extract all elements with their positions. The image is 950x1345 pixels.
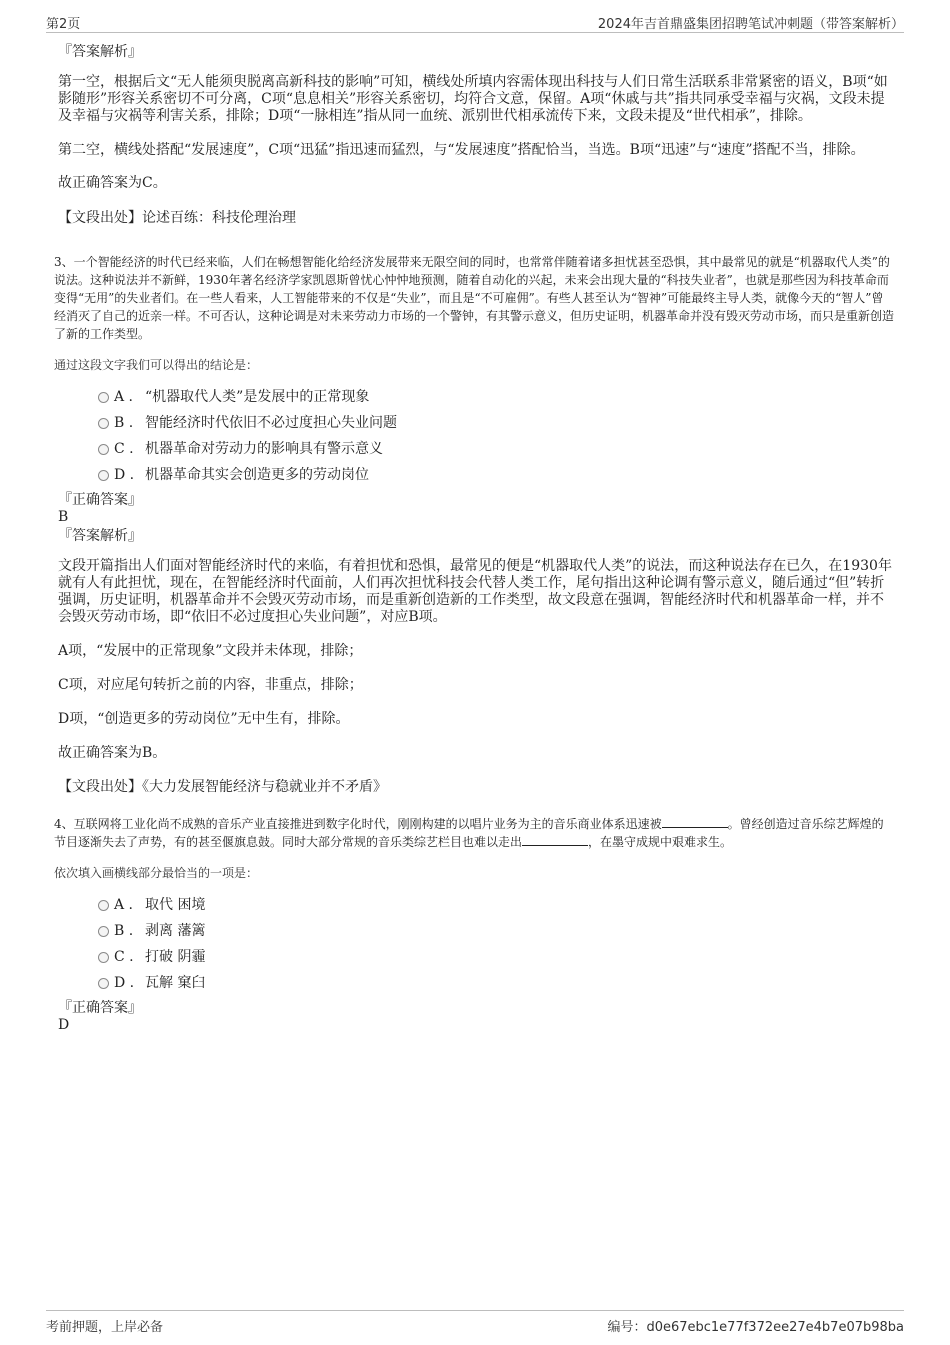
q3-answer-label: 『正确答案』 [58, 492, 142, 508]
option-text: 智能经济时代依旧不必过度担心失业问题 [145, 415, 397, 431]
q3-conclusion: 故正确答案为B。 [58, 745, 167, 761]
q4-text-part-1: 4、互联网将工业化尚不成熟的音乐产业直接推进到数字化时代，刚刚构建的以唱片业务为主的音乐商业体系迅速被 [54, 817, 662, 831]
option-text: 机器革命对劳动力的影响具有警示意义 [145, 441, 383, 457]
radio-button[interactable] [98, 978, 109, 989]
q3-source: 【文段出处】《大力发展智能经济与稳就业并不矛盾》 [58, 779, 387, 795]
radio-button[interactable] [98, 418, 109, 429]
q2-analysis-para-2: 第二空，横线处搭配“发展速度”，C项“迅猛”指迅速而猛烈，与“发展速度”搭配恰当，当选。B项“迅速”与“速度”搭配不当，排除。 [58, 142, 865, 158]
q2-analysis-para-1: 第一空，根据后文“无人能须臾脱离高新科技的影响”可知，横线处所填内容需体现出科技与人们日常生活联系非常紧密的语义，B项“如影随形”形容关系密切不可分离，C项“息息相关”形容关系密切，均符合文意，保留。A项“休戚与共”指共同承受幸福与灾祸，文段未提及幸福与灾祸等利害关系，排除；D项“一脉相连”指从同一血统、派别世代相承流传下来，文段未提及“世代相承”，排除。 [58, 74, 888, 124]
option-letter: C . [114, 441, 134, 457]
page-number: 第2页 [46, 17, 81, 32]
radio-button[interactable] [98, 900, 109, 911]
q3-analysis-label: 『答案解析』 [58, 528, 142, 544]
q4-instruction: 依次填入画横线部分最恰当的一项是： [54, 866, 259, 880]
page-footer [46, 1310, 904, 1335]
q3-analysis-para-4: D项，“创造更多的劳动岗位”无中生有，排除。 [58, 711, 350, 727]
q3-analysis-para-1: 文段开篇指出人们面对智能经济时代的来临，有着担忧和恐惧，最常见的便是“机器取代人类”的说法，而这种说法存在已久，在1930年就有人有此担忧，现在，在智能经济时代面前，人们再次担忧科技会代替人类工作，尾句指出这种论调有警示意义，随后通过“但”转折强调，历史证明，机器革命并不会毁灭劳动市场，而是重新创造新的工作类型，故文段意在强调，智能经济时代和机器革命一样，并不会毁灭劳动市场，即“依旧不必过度担心失业问题”，对应B项。 [58, 558, 892, 625]
q3-analysis-para-3: C项，对应尾句转折之前的内容，非重点，排除； [58, 677, 363, 693]
document-code: 编号：d0e67ebc1e77f372ee27e4b7e07b98ba [607, 1320, 904, 1335]
page-content [54, 44, 895, 1034]
q3-question-text: 3、一个智能经济的时代已经来临，人们在畅想智能化给经济发展带来无限空间的同时，也常常伴随着诸多担忧甚至恐惧，其中最常见的就是“机器取代人类”的说法。这种说法并不新鲜，1930年著名经济学家凯恩斯曾忧心忡忡地预测，随着自动化的兴起，未来会出现大量的“科技失业者”，也就是那些因为科技革命而变得“无用”的失业者们。在一些人看来，人工智能带来的不仅是“失业”，而且是“不可雇佣”。有些人甚至认为“智神”可能最终主导人类，就像今天的“智人”曾经消灭了自己的近亲一样。不可否认，这种论调是对未来劳动力市场的一个警钟，有其警示意义，但历史证明，机器革命并没有毁灭劳动市场，而只是重新创造了新的工作类型。 [54, 255, 895, 341]
q3-option-b[interactable] [58, 414, 894, 440]
radio-button[interactable] [98, 470, 109, 481]
option-text: 瓦解 窠臼 [145, 975, 206, 991]
q3-answer: B [58, 509, 69, 525]
option-letter: D . [114, 975, 135, 991]
option-text: “机器取代人类”是发展中的正常现象 [145, 389, 370, 405]
option-text: 剥离 藩篱 [145, 923, 206, 939]
radio-button[interactable] [98, 926, 109, 937]
q2-conclusion: 故正确答案为C。 [58, 175, 167, 191]
blank-line-2 [522, 833, 588, 846]
q3-analysis-para-2: A项，“发展中的正常现象”文段并未体现，排除； [58, 643, 363, 659]
option-text: 取代 困境 [145, 897, 206, 913]
q3-option-a[interactable] [58, 388, 894, 414]
q4-option-d[interactable] [58, 974, 894, 1000]
q3-instruction: 通过这段文字我们可以得出的结论是： [54, 358, 259, 372]
option-text: 机器革命其实会创造更多的劳动岗位 [145, 467, 369, 483]
q3-option-c[interactable] [58, 440, 894, 466]
radio-button[interactable] [98, 952, 109, 963]
q4-answer-label: 『正确答案』 [58, 1000, 142, 1016]
option-letter: B . [114, 415, 134, 431]
q4-option-c[interactable] [58, 948, 894, 974]
option-letter: A . [114, 897, 134, 913]
option-letter: D . [114, 467, 135, 483]
radio-button[interactable] [98, 392, 109, 403]
q4-option-a[interactable] [58, 896, 894, 922]
q4-text-part-2: 。曾经创造过音乐综艺辉煌的节目逐渐失去了声势，有的甚至偃旗息鼓。同时大部分常规的音乐类综艺栏目也难以走出 [54, 817, 884, 849]
q4-answer: D [58, 1017, 70, 1033]
q4-text-part-3: ，在墨守成规中艰难求生。 [588, 835, 733, 849]
q2-analysis-label: 『答案解析』 [58, 44, 142, 60]
q2-source: 【文段出处】论述百练：科技伦理治理 [58, 210, 296, 226]
option-text: 打破 阴霾 [145, 949, 206, 965]
blank-line-1 [662, 815, 728, 828]
radio-button[interactable] [98, 444, 109, 455]
q4-options [58, 896, 894, 1000]
option-letter: A . [114, 389, 134, 405]
q3-option-d[interactable] [58, 466, 894, 492]
q3-options [58, 388, 894, 492]
option-letter: B . [114, 923, 134, 939]
page-header [46, 10, 904, 33]
q4-option-b[interactable] [58, 922, 894, 948]
option-letter: C . [114, 949, 134, 965]
q4-question-text [54, 815, 894, 851]
footer-slogan: 考前押题，上岸必备 [46, 1320, 164, 1335]
document-title: 2024年吉首鼎盛集团招聘笔试冲刺题（带答案解析） [597, 17, 904, 32]
